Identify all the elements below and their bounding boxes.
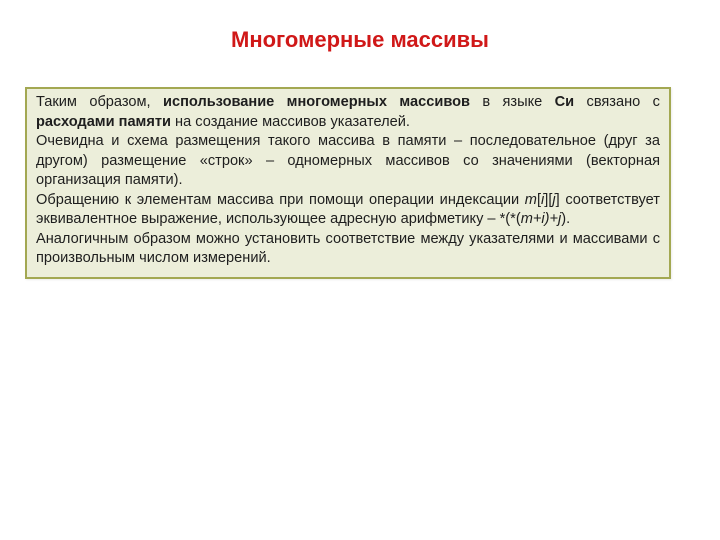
text-span: связано с (574, 94, 660, 110)
text-box (25, 87, 671, 279)
code-var: m (524, 191, 537, 208)
paragraph-correspondence: Аналогичным образом можно установить соответствие между указателями и массивами с произвольным числом измерений. (36, 230, 660, 266)
code-operator: + (532, 211, 542, 227)
code-bracket: ] (555, 191, 560, 208)
code-expr: )+ (544, 211, 559, 227)
code-var: i (541, 191, 545, 208)
code-var: i (541, 211, 545, 227)
code-var: j (558, 211, 562, 227)
text-span: на создание массивов указателей. (171, 113, 410, 130)
code-var: j (552, 191, 556, 208)
paragraph-memory-layout: Очевидна и схема размещения такого массива в памяти – последовательное (друг за другом) размещение «строк» – одномерных массивов со значениями (векторная организация памяти). (36, 133, 660, 188)
text-span: в языке (469, 94, 555, 110)
paragraph-memory-cost (36, 93, 660, 132)
bold-term: Си (554, 94, 575, 110)
code-var: m (520, 211, 533, 227)
code-expr: *(*( (499, 211, 521, 227)
slide-title: Многомерные массивы (231, 27, 489, 52)
text-span: соответствует эквивалентное выражение, использующее адресную арифметику – (36, 191, 660, 227)
code-expr: ). (561, 211, 571, 227)
bold-term: использование многомерных массивов (162, 94, 470, 110)
code-bracket: [ (536, 191, 542, 208)
text-span: Таким образом, (36, 94, 163, 110)
bold-term: расходами памяти (36, 113, 171, 130)
text-span: Обращению к элементам массива при помощи операции индексации (36, 191, 525, 208)
paragraph-indexing (36, 191, 660, 230)
code-bracket: ][ (544, 191, 553, 208)
